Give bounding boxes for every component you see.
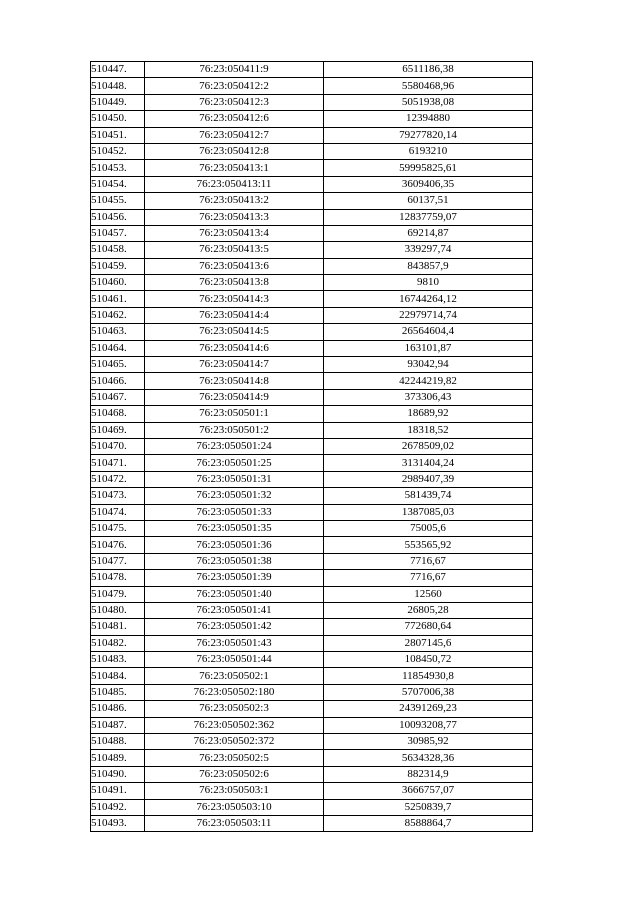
cadastral-number-cell: 76:23:050413:5 bbox=[145, 242, 324, 258]
cadastral-value-cell: 26805,28 bbox=[324, 602, 533, 618]
cadastral-number-cell: 76:23:050502:362 bbox=[145, 717, 324, 733]
cadastral-value-cell: 5707006,38 bbox=[324, 684, 533, 700]
row-number-cell: 510460. bbox=[91, 275, 145, 291]
table-row bbox=[91, 635, 533, 651]
cadastral-number-cell: 76:23:050414:5 bbox=[145, 324, 324, 340]
row-number-cell: 510456. bbox=[91, 209, 145, 225]
cadastral-number-cell: 76:23:050501:36 bbox=[145, 537, 324, 553]
cadastral-number-cell: 76:23:050501:35 bbox=[145, 520, 324, 536]
cadastral-number-cell: 76:23:050412:2 bbox=[145, 78, 324, 94]
cadastral-value-cell: 16744264,12 bbox=[324, 291, 533, 307]
cadastral-value-cell: 2989407,39 bbox=[324, 471, 533, 487]
row-number-cell: 510469. bbox=[91, 422, 145, 438]
row-number-cell: 510466. bbox=[91, 373, 145, 389]
table-row bbox=[91, 488, 533, 504]
table-row bbox=[91, 766, 533, 782]
cadastral-number-cell: 76:23:050413:6 bbox=[145, 258, 324, 274]
cadastral-value-cell: 22979714,74 bbox=[324, 307, 533, 323]
cadastral-number-cell: 76:23:050501:41 bbox=[145, 602, 324, 618]
row-number-cell: 510489. bbox=[91, 750, 145, 766]
row-number-cell: 510463. bbox=[91, 324, 145, 340]
cadastral-number-cell: 76:23:050501:44 bbox=[145, 652, 324, 668]
cadastral-number-cell: 76:23:050502:180 bbox=[145, 684, 324, 700]
table-row bbox=[91, 275, 533, 291]
cadastral-number-cell: 76:23:050413:3 bbox=[145, 209, 324, 225]
row-number-cell: 510474. bbox=[91, 504, 145, 520]
cadastral-number-cell: 76:23:050501:2 bbox=[145, 422, 324, 438]
table-row bbox=[91, 750, 533, 766]
row-number-cell: 510470. bbox=[91, 438, 145, 454]
row-number-cell: 510481. bbox=[91, 619, 145, 635]
cadastral-number-cell: 76:23:050501:42 bbox=[145, 619, 324, 635]
row-number-cell: 510491. bbox=[91, 783, 145, 799]
table-row bbox=[91, 242, 533, 258]
table-row bbox=[91, 62, 533, 78]
row-number-cell: 510449. bbox=[91, 94, 145, 110]
row-number-cell: 510451. bbox=[91, 127, 145, 143]
table-row bbox=[91, 504, 533, 520]
cadastral-number-cell: 76:23:050502:1 bbox=[145, 668, 324, 684]
cadastral-number-cell: 76:23:050414:6 bbox=[145, 340, 324, 356]
cadastral-value-cell: 26564604,4 bbox=[324, 324, 533, 340]
cadastral-number-cell: 76:23:050501:24 bbox=[145, 438, 324, 454]
cadastral-value-cell: 6193210 bbox=[324, 143, 533, 159]
row-number-cell: 510483. bbox=[91, 652, 145, 668]
table-row bbox=[91, 258, 533, 274]
table-row bbox=[91, 520, 533, 536]
cadastral-number-cell: 76:23:050502:6 bbox=[145, 766, 324, 782]
table-row bbox=[91, 799, 533, 815]
row-number-cell: 510453. bbox=[91, 160, 145, 176]
cadastral-value-cell: 12837759,07 bbox=[324, 209, 533, 225]
table-row bbox=[91, 373, 533, 389]
cadastral-number-cell: 76:23:050414:3 bbox=[145, 291, 324, 307]
cadastral-number-cell: 76:23:050413:8 bbox=[145, 275, 324, 291]
row-number-cell: 510486. bbox=[91, 701, 145, 717]
table-row bbox=[91, 78, 533, 94]
cadastral-value-cell: 7716,67 bbox=[324, 553, 533, 569]
cadastral-number-cell: 76:23:050503:11 bbox=[145, 815, 324, 831]
cadastral-value-cell: 42244219,82 bbox=[324, 373, 533, 389]
cadastral-number-cell: 76:23:050501:31 bbox=[145, 471, 324, 487]
row-number-cell: 510477. bbox=[91, 553, 145, 569]
cadastral-number-cell: 76:23:050501:25 bbox=[145, 455, 324, 471]
cadastral-value-cell: 60137,51 bbox=[324, 193, 533, 209]
cadastral-number-cell: 76:23:050414:7 bbox=[145, 357, 324, 373]
table-row bbox=[91, 717, 533, 733]
cadastral-value-table bbox=[90, 61, 533, 832]
cadastral-number-cell: 76:23:050503:1 bbox=[145, 783, 324, 799]
table-row bbox=[91, 438, 533, 454]
table-row bbox=[91, 209, 533, 225]
cadastral-number-cell: 76:23:050413:11 bbox=[145, 176, 324, 192]
row-number-cell: 510493. bbox=[91, 815, 145, 831]
cadastral-value-cell: 59995825,61 bbox=[324, 160, 533, 176]
row-number-cell: 510457. bbox=[91, 225, 145, 241]
table-body bbox=[91, 62, 533, 832]
table-row bbox=[91, 537, 533, 553]
table-row bbox=[91, 602, 533, 618]
row-number-cell: 510478. bbox=[91, 570, 145, 586]
cadastral-number-cell: 76:23:050501:39 bbox=[145, 570, 324, 586]
cadastral-value-cell: 339297,74 bbox=[324, 242, 533, 258]
cadastral-value-cell: 882314,9 bbox=[324, 766, 533, 782]
table-row bbox=[91, 570, 533, 586]
cadastral-number-cell: 76:23:050413:1 bbox=[145, 160, 324, 176]
cadastral-number-cell: 76:23:050414:8 bbox=[145, 373, 324, 389]
table-row bbox=[91, 668, 533, 684]
table-row bbox=[91, 815, 533, 831]
table-row bbox=[91, 783, 533, 799]
row-number-cell: 510492. bbox=[91, 799, 145, 815]
cadastral-value-cell: 18318,52 bbox=[324, 422, 533, 438]
row-number-cell: 510472. bbox=[91, 471, 145, 487]
cadastral-value-cell: 8588864,7 bbox=[324, 815, 533, 831]
cadastral-value-cell: 30985,92 bbox=[324, 734, 533, 750]
table-row bbox=[91, 455, 533, 471]
table-row bbox=[91, 357, 533, 373]
table-row bbox=[91, 471, 533, 487]
table-row bbox=[91, 652, 533, 668]
cadastral-value-cell: 75005,6 bbox=[324, 520, 533, 536]
cadastral-number-cell: 76:23:050502:372 bbox=[145, 734, 324, 750]
row-number-cell: 510467. bbox=[91, 389, 145, 405]
row-number-cell: 510476. bbox=[91, 537, 145, 553]
cadastral-number-cell: 76:23:050501:38 bbox=[145, 553, 324, 569]
cadastral-number-cell: 76:23:050501:32 bbox=[145, 488, 324, 504]
table-row bbox=[91, 193, 533, 209]
cadastral-value-cell: 3131404,24 bbox=[324, 455, 533, 471]
cadastral-value-cell: 163101,87 bbox=[324, 340, 533, 356]
row-number-cell: 510454. bbox=[91, 176, 145, 192]
cadastral-value-cell: 79277820,14 bbox=[324, 127, 533, 143]
table-row bbox=[91, 684, 533, 700]
cadastral-number-cell: 76:23:050412:8 bbox=[145, 143, 324, 159]
table-row bbox=[91, 94, 533, 110]
row-number-cell: 510468. bbox=[91, 406, 145, 422]
row-number-cell: 510461. bbox=[91, 291, 145, 307]
row-number-cell: 510473. bbox=[91, 488, 145, 504]
row-number-cell: 510488. bbox=[91, 734, 145, 750]
table-row bbox=[91, 176, 533, 192]
table-row bbox=[91, 340, 533, 356]
cadastral-number-cell: 76:23:050414:9 bbox=[145, 389, 324, 405]
table-row bbox=[91, 422, 533, 438]
cadastral-number-cell: 76:23:050502:5 bbox=[145, 750, 324, 766]
cadastral-value-cell: 5580468,96 bbox=[324, 78, 533, 94]
table-row bbox=[91, 389, 533, 405]
cadastral-value-cell: 9810 bbox=[324, 275, 533, 291]
table-row bbox=[91, 111, 533, 127]
row-number-cell: 510484. bbox=[91, 668, 145, 684]
table-row bbox=[91, 143, 533, 159]
cadastral-number-cell: 76:23:050501:40 bbox=[145, 586, 324, 602]
row-number-cell: 510482. bbox=[91, 635, 145, 651]
row-number-cell: 510465. bbox=[91, 357, 145, 373]
cadastral-value-cell: 5051938,08 bbox=[324, 94, 533, 110]
table-row bbox=[91, 406, 533, 422]
cadastral-value-cell: 12394880 bbox=[324, 111, 533, 127]
cadastral-value-cell: 24391269,23 bbox=[324, 701, 533, 717]
row-number-cell: 510480. bbox=[91, 602, 145, 618]
cadastral-value-cell: 581439,74 bbox=[324, 488, 533, 504]
cadastral-value-cell: 3609406,35 bbox=[324, 176, 533, 192]
row-number-cell: 510447. bbox=[91, 62, 145, 78]
table-row bbox=[91, 307, 533, 323]
cadastral-value-cell: 373306,43 bbox=[324, 389, 533, 405]
row-number-cell: 510475. bbox=[91, 520, 145, 536]
table-row bbox=[91, 701, 533, 717]
cadastral-value-cell: 3666757,07 bbox=[324, 783, 533, 799]
row-number-cell: 510455. bbox=[91, 193, 145, 209]
row-number-cell: 510487. bbox=[91, 717, 145, 733]
cadastral-number-cell: 76:23:050503:10 bbox=[145, 799, 324, 815]
cadastral-number-cell: 76:23:050501:43 bbox=[145, 635, 324, 651]
table-row bbox=[91, 291, 533, 307]
cadastral-value-cell: 2678509,02 bbox=[324, 438, 533, 454]
cadastral-value-cell: 5634328,36 bbox=[324, 750, 533, 766]
cadastral-number-cell: 76:23:050413:4 bbox=[145, 225, 324, 241]
cadastral-value-cell: 2807145,6 bbox=[324, 635, 533, 651]
cadastral-number-cell: 76:23:050414:4 bbox=[145, 307, 324, 323]
cadastral-value-cell: 6511186,38 bbox=[324, 62, 533, 78]
row-number-cell: 510459. bbox=[91, 258, 145, 274]
cadastral-value-cell: 553565,92 bbox=[324, 537, 533, 553]
cadastral-value-cell: 772680,64 bbox=[324, 619, 533, 635]
row-number-cell: 510490. bbox=[91, 766, 145, 782]
table-row bbox=[91, 225, 533, 241]
cadastral-number-cell: 76:23:050413:2 bbox=[145, 193, 324, 209]
cadastral-value-cell: 11854930,8 bbox=[324, 668, 533, 684]
cadastral-number-cell: 76:23:050412:7 bbox=[145, 127, 324, 143]
cadastral-value-cell: 108450,72 bbox=[324, 652, 533, 668]
row-number-cell: 510458. bbox=[91, 242, 145, 258]
table-row bbox=[91, 324, 533, 340]
row-number-cell: 510448. bbox=[91, 78, 145, 94]
row-number-cell: 510479. bbox=[91, 586, 145, 602]
cadastral-number-cell: 76:23:050411:9 bbox=[145, 62, 324, 78]
row-number-cell: 510452. bbox=[91, 143, 145, 159]
cadastral-number-cell: 76:23:050412:3 bbox=[145, 94, 324, 110]
cadastral-value-cell: 7716,67 bbox=[324, 570, 533, 586]
row-number-cell: 510450. bbox=[91, 111, 145, 127]
row-number-cell: 510485. bbox=[91, 684, 145, 700]
cadastral-number-cell: 76:23:050502:3 bbox=[145, 701, 324, 717]
cadastral-value-cell: 843857,9 bbox=[324, 258, 533, 274]
row-number-cell: 510464. bbox=[91, 340, 145, 356]
cadastral-value-cell: 93042,94 bbox=[324, 357, 533, 373]
row-number-cell: 510471. bbox=[91, 455, 145, 471]
cadastral-number-cell: 76:23:050412:6 bbox=[145, 111, 324, 127]
cadastral-value-cell: 5250839,7 bbox=[324, 799, 533, 815]
table-row bbox=[91, 553, 533, 569]
cadastral-value-cell: 10093208,77 bbox=[324, 717, 533, 733]
table-row bbox=[91, 160, 533, 176]
cadastral-number-cell: 76:23:050501:33 bbox=[145, 504, 324, 520]
cadastral-value-cell: 1387085,03 bbox=[324, 504, 533, 520]
row-number-cell: 510462. bbox=[91, 307, 145, 323]
cadastral-number-cell: 76:23:050501:1 bbox=[145, 406, 324, 422]
cadastral-value-cell: 12560 bbox=[324, 586, 533, 602]
table-row bbox=[91, 127, 533, 143]
table-row bbox=[91, 619, 533, 635]
table-row bbox=[91, 734, 533, 750]
cadastral-value-cell: 69214,87 bbox=[324, 225, 533, 241]
cadastral-value-cell: 18689,92 bbox=[324, 406, 533, 422]
table-row bbox=[91, 586, 533, 602]
